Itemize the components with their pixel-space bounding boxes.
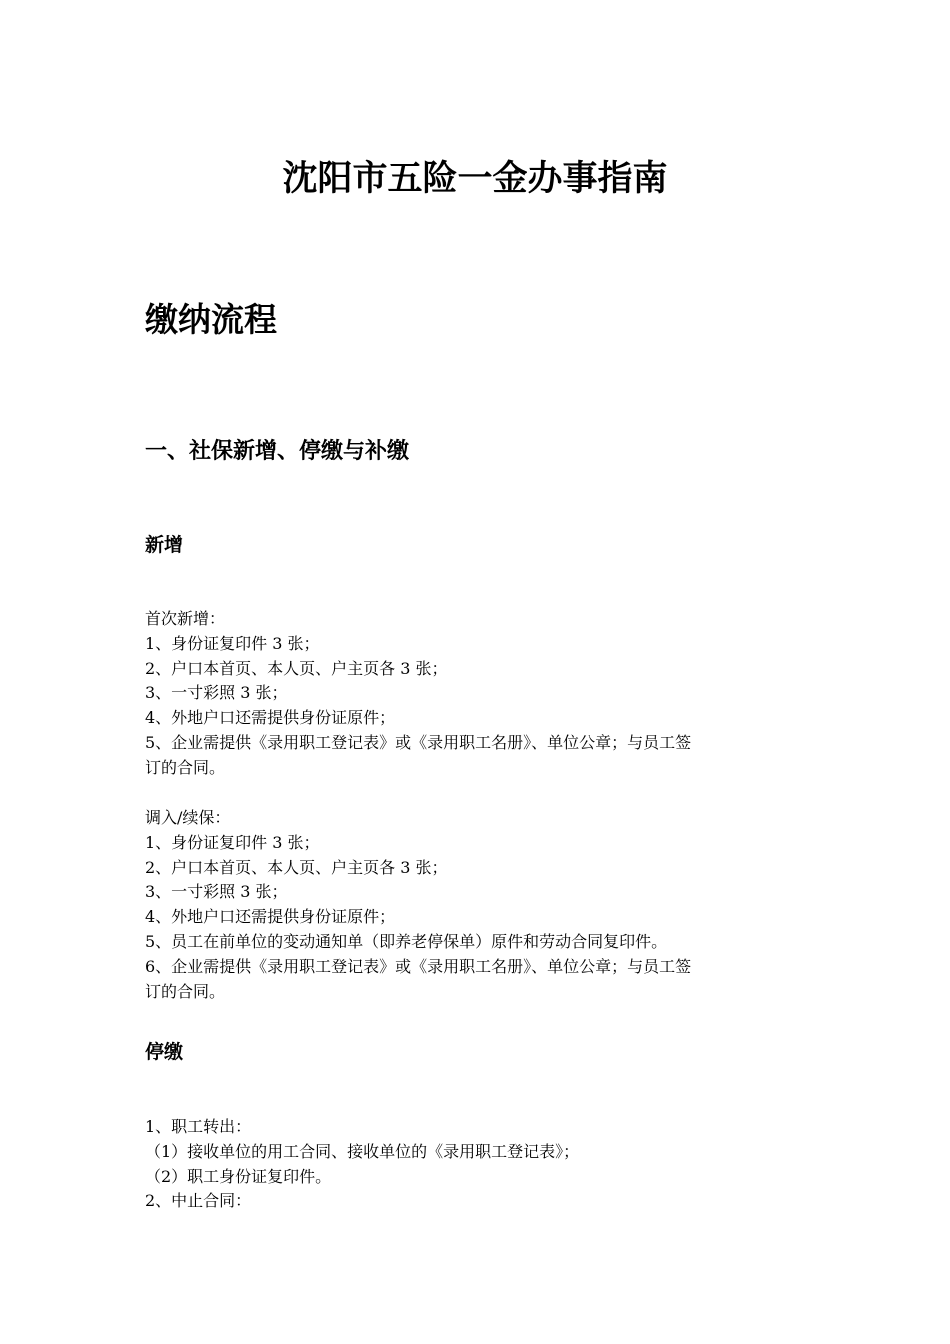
list-item: 2、户口本首页、本人页、户主页各 3 张；: [145, 658, 448, 678]
list-item: 订的合同。: [145, 757, 226, 777]
first-time-label: 首次新增：: [145, 609, 226, 628]
list-item: 4、外地户口还需提供身份证原件；: [145, 907, 396, 927]
list-item: 4、外地户口还需提供身份证原件；: [145, 708, 396, 728]
list-item: 3、一寸彩照 3 张；: [145, 683, 288, 703]
list-item: （2）职工身份证复印件。: [145, 1166, 332, 1186]
section-heading: 缴纳流程: [145, 300, 277, 339]
list-item: 2、户口本首页、本人页、户主页各 3 张；: [145, 857, 448, 877]
list-item: 1、身份证复印件 3 张；: [145, 633, 320, 653]
list-item: （1）接收单位的用工合同、接收单位的《录用职工登记表》；: [145, 1141, 580, 1161]
list-item: 1、身份证复印件 3 张；: [145, 832, 320, 852]
document-title: 沈阳市五险一金办事指南: [282, 159, 668, 199]
list-item: 订的合同。: [145, 981, 226, 1001]
list-item: 2、中止合同：: [145, 1191, 252, 1211]
xinzeng-heading: 新增: [145, 534, 184, 556]
transfer-label: 调入/续保：: [145, 808, 231, 827]
list-item: 1、职工转出：: [145, 1117, 252, 1136]
list-item: 6、企业需提供《录用职工登记表》或《录用职工名册》、单位公章；与员工签: [145, 956, 692, 976]
list-item: 3、一寸彩照 3 张；: [145, 882, 288, 902]
first-time-block: [145, 607, 810, 781]
subsection-heading: 一、社保新增、停缴与补缴: [145, 439, 410, 464]
tingjiao-block: [145, 1115, 810, 1214]
list-item: 5、企业需提供《录用职工登记表》或《录用职工名册》、单位公章；与员工签: [145, 732, 692, 752]
transfer-block: [145, 806, 810, 1004]
tingjiao-heading: 停缴: [145, 1041, 184, 1063]
list-item: 5、员工在前单位的变动通知单（即养老停保单）原件和劳动合同复印件。: [145, 931, 668, 951]
